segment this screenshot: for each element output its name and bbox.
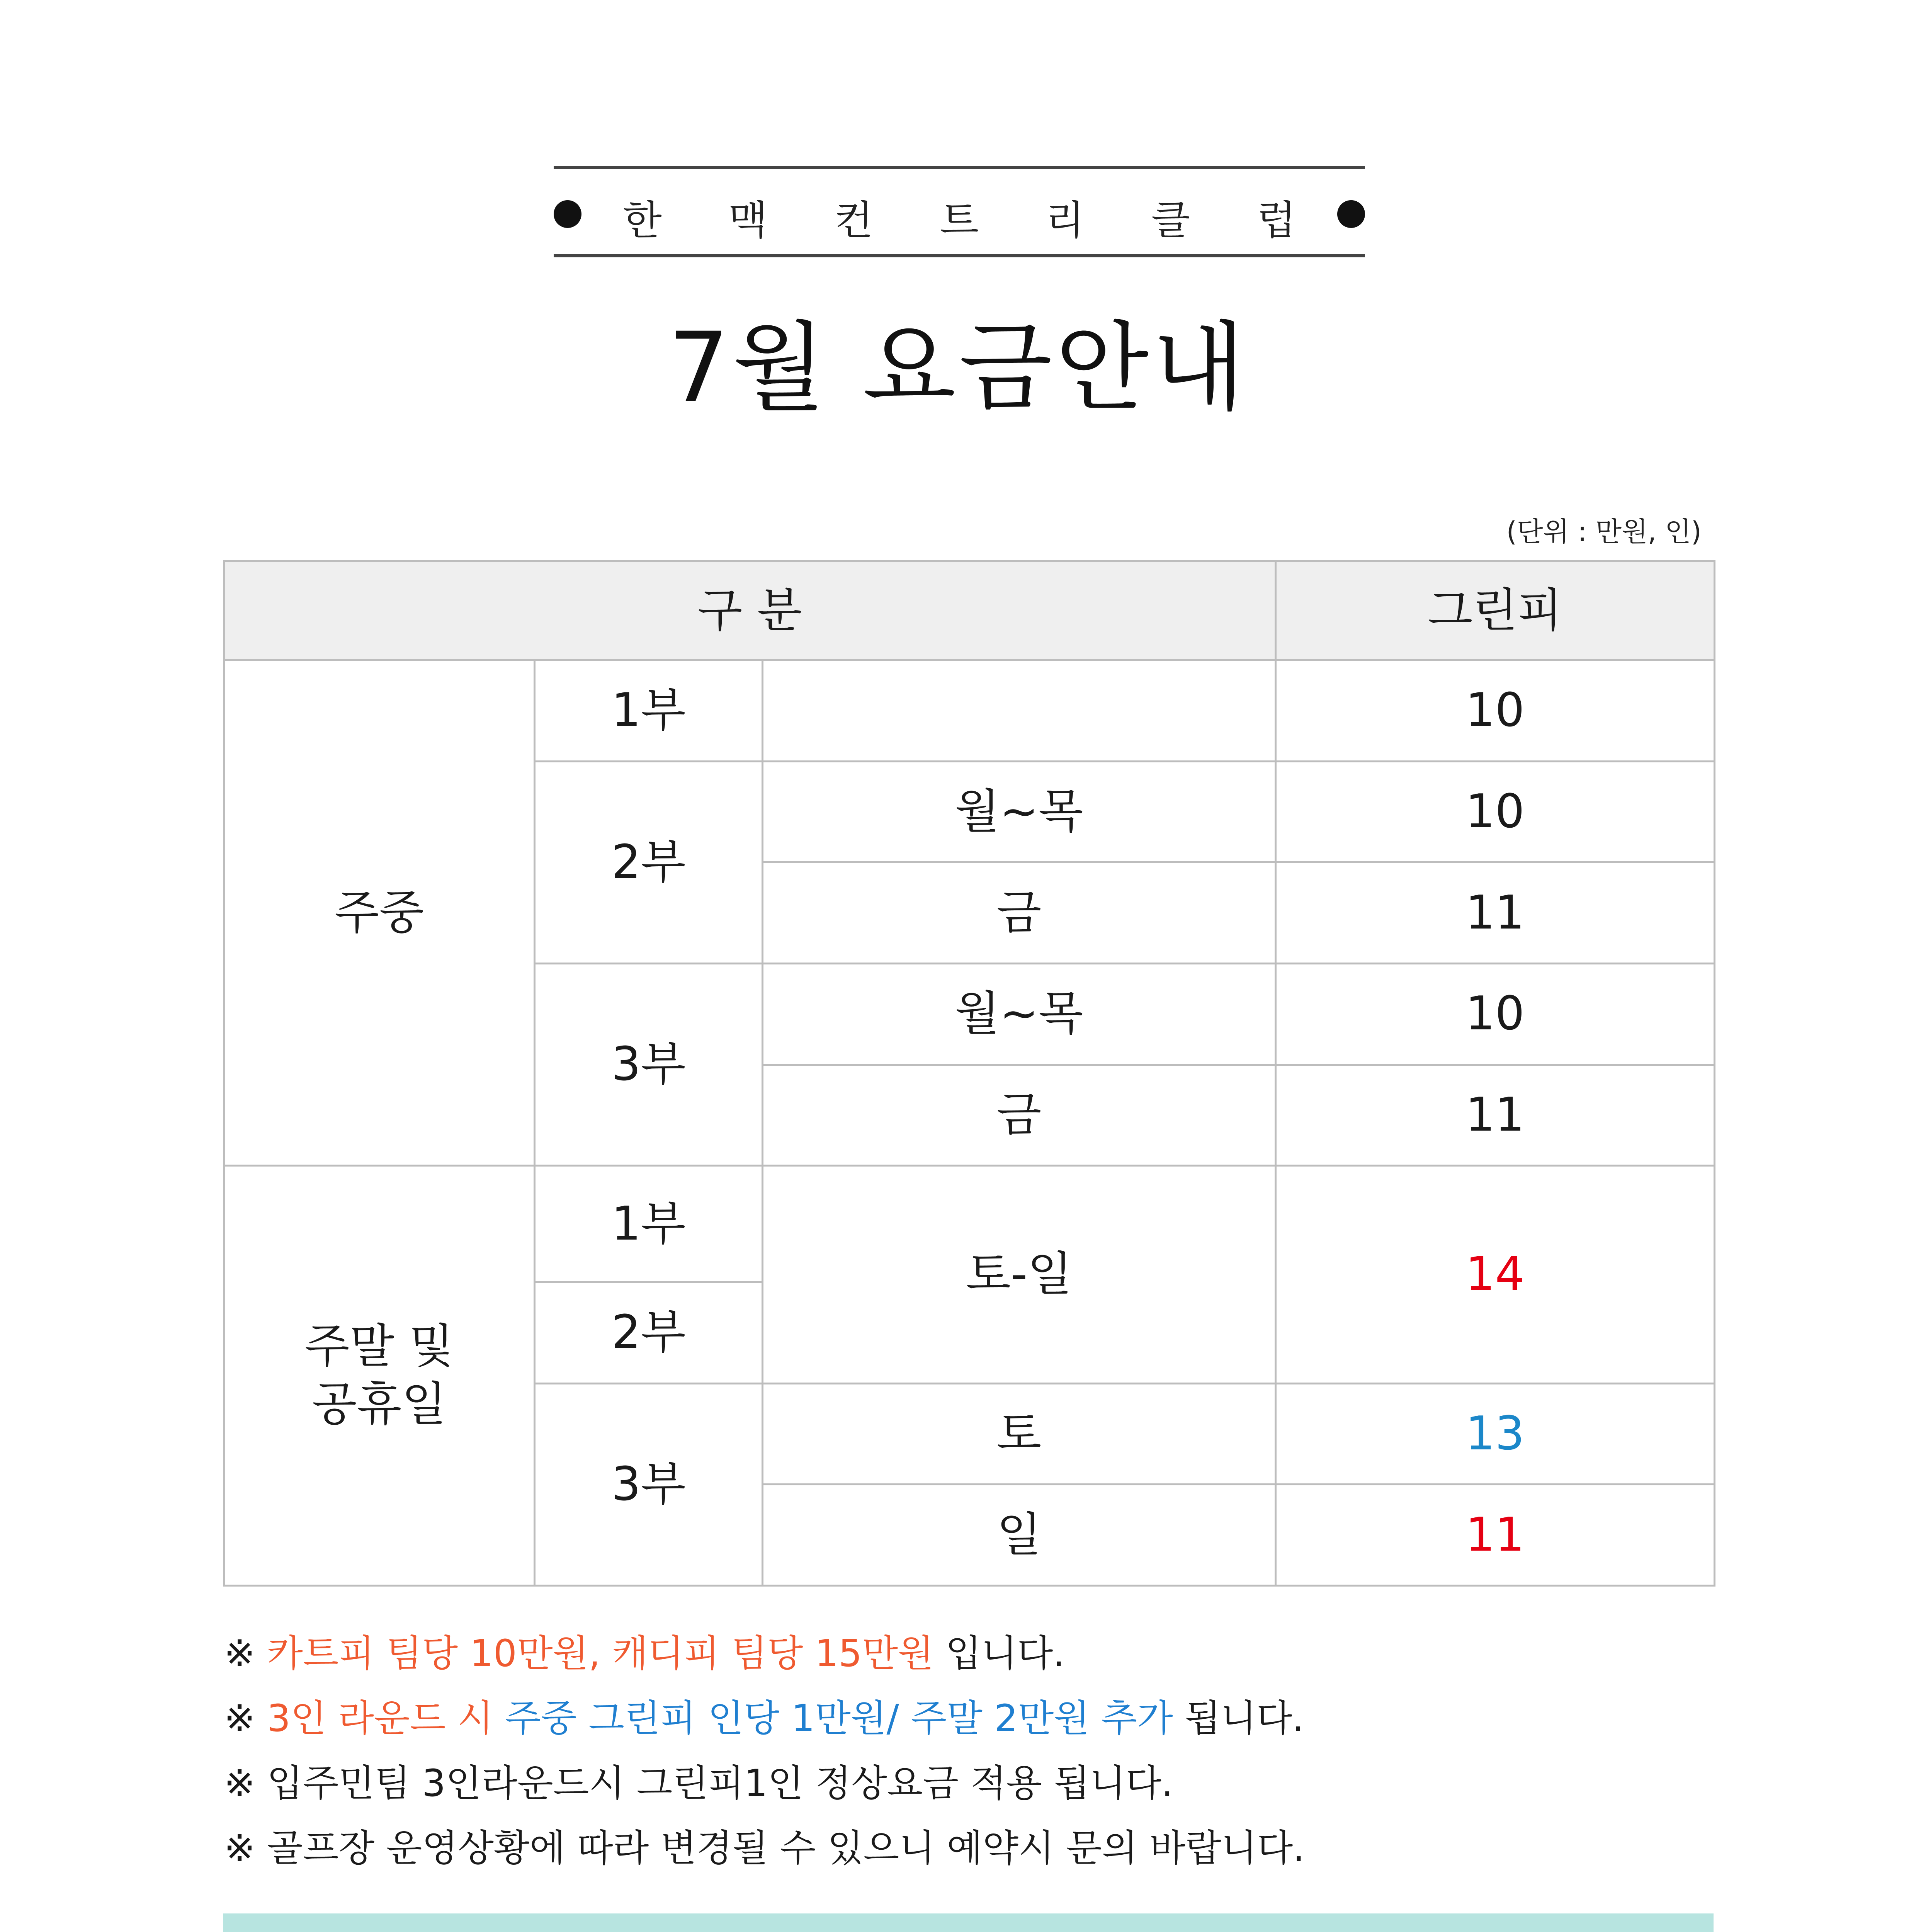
part-label: 1부: [535, 1166, 763, 1282]
weekend-label: [224, 1166, 535, 1586]
day-cell: 금: [763, 862, 1276, 964]
note-rest: 입니다.: [933, 1632, 1065, 1675]
table-row: [224, 1166, 1715, 1282]
note-rest: 됩니다.: [1173, 1697, 1304, 1740]
header-green-fee: 그린피: [1276, 561, 1715, 660]
table-row: [224, 660, 1715, 762]
part-label: 2부: [535, 1282, 763, 1384]
unit-note: (단위 : 만원, 인): [1506, 516, 1702, 548]
note-mark: ※: [224, 1632, 267, 1675]
day-cell: 토-일: [763, 1166, 1276, 1384]
day-cell: 금: [763, 1065, 1276, 1166]
fee-cell: 11: [1276, 862, 1715, 964]
day-cell: 일: [763, 1485, 1276, 1586]
part-label: 1부: [535, 660, 763, 762]
day-cell: [763, 660, 1276, 762]
day-cell: 월~목: [763, 761, 1276, 862]
club-name: 한 맥 컨 트 리 클 럽: [623, 197, 1323, 244]
weekend-label-line1: 주말 및: [304, 1320, 454, 1374]
part-label: 2부: [535, 761, 763, 963]
fee-cell: 14: [1276, 1166, 1715, 1384]
weekday-label: 주중: [224, 660, 535, 1166]
same-day-reservation-box: [223, 1913, 1714, 1932]
note-subject-to-change: ※ 골프장 운영상황에 따라 변경될 수 있으니 예약시 문의 바랍니다.: [224, 1827, 1305, 1870]
note-resident-team: ※ 입주민팀 3인라운드시 그린피1인 정상요금 적용 됩니다.: [224, 1762, 1173, 1805]
fee-cell: 10: [1276, 660, 1715, 762]
note-three-player: [224, 1686, 1731, 1751]
part-label: 3부: [535, 1383, 763, 1585]
fee-cell: 11: [1276, 1065, 1715, 1166]
green-fee-table: [223, 560, 1715, 1587]
note-cart-caddie: [224, 1621, 1731, 1686]
day-cell: 월~목: [763, 963, 1276, 1065]
table-header-row: [224, 561, 1715, 660]
day-cell: 토: [763, 1383, 1276, 1485]
header-bottom-rule: [554, 254, 1365, 257]
note-highlight-orange: 3인 라운드 시: [267, 1697, 505, 1740]
note-mark: ※: [224, 1697, 267, 1740]
club-header-band: [554, 166, 1365, 257]
fee-cell: 10: [1276, 761, 1715, 862]
fee-cell: 13: [1276, 1383, 1715, 1485]
header-category: 구 분: [224, 561, 1276, 660]
part-label: 3부: [535, 963, 763, 1165]
fee-cell: 11: [1276, 1485, 1715, 1586]
note-highlight: 카트피 팀당 10만원, 캐디피 팀당 15만원: [267, 1632, 934, 1675]
notes-list: [224, 1621, 1731, 1881]
bullet-dot-icon: [1337, 200, 1365, 228]
weekend-label-line2: 공휴일: [312, 1378, 447, 1432]
header-top-rule: [554, 166, 1365, 169]
fee-cell: 10: [1276, 963, 1715, 1065]
page-title: 7월 요금안내: [668, 311, 1248, 424]
note-highlight-blue: 주중 그린피 인당 1만원/ 주말 2만원 추가: [505, 1697, 1173, 1740]
